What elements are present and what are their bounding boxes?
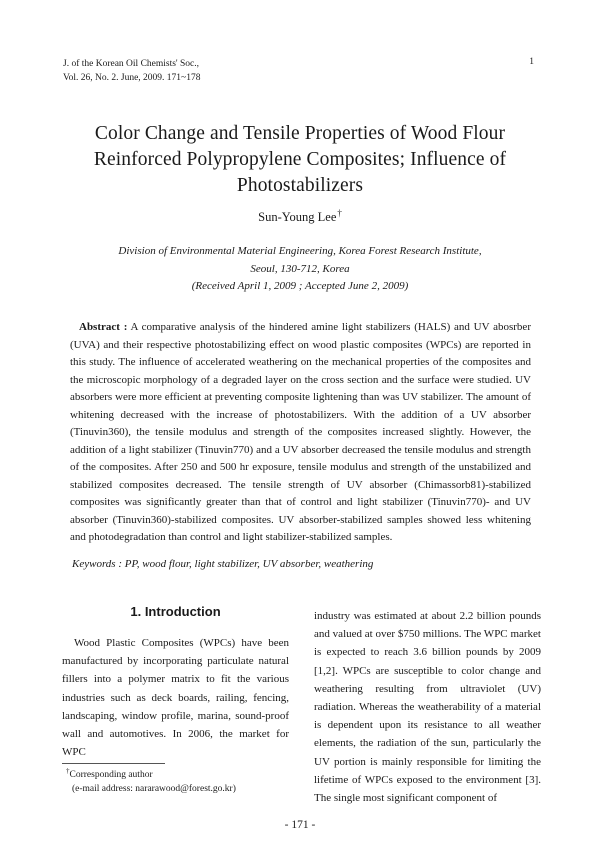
paper-title: Color Change and Tensile Properties of Wood Flour Reinforced Polypropylene Composites; Influence of Photostabilizers (93, 123, 507, 196)
footnote-dagger-mark: † (66, 767, 70, 775)
abstract-label: Abstract : (79, 321, 128, 333)
footnote-line2: (e-mail address: nararawood@forest.go.kr) (72, 784, 236, 794)
header-page-number: 1 (529, 57, 534, 67)
section-heading-introduction: 1. Introduction (130, 604, 221, 619)
affiliation-line2: Seoul, 130-712, Korea (250, 262, 350, 275)
intro-right-column: industry was estimated at about 2.2 billion pounds and valued at over $750 millions. The WPC market is expected to reach 3.6 billion pounds by 2009 [1,2]. WPCs are susceptible to color change and weathering resulting from ultraviolet (UV) radiation. Whereas the weatherability of a material is dependent upon its resistance to all weather elements, the radiation of the sun, particularly the UV portion is mainly responsible for limiting the lifetime of WPCs exposed to the environment [3]. The single most significant component of (314, 610, 541, 805)
affiliation-line1: Division of Environmental Material Engineering, Korea Forest Research Institute, (118, 245, 482, 257)
journal-citation-line2: Vol. 26, No. 2. June, 2009. 171~178 (63, 73, 201, 83)
affiliation-block (60, 243, 540, 296)
intro-left-column: Wood Plastic Composites (WPCs) have been manufactured by incorporating particulate natural fillers into a polymer matrix to fit the various industries such as deck boards, railing, fencing, landscaping, window profile, marina, sound-proof wall and automotives. In 2006, the market for WPC (62, 637, 289, 759)
abstract-text: A comparative analysis of the hindered amine light stabilizers (HALS) and UV abosrber (UVA) and their respective photostabilizing effect on wood plastic composites (WPCs) are reported in this study. The influence of accelerated weathering on the mechanical properties of the composites and the microscopic morphology of a degraded layer on the cross section and the surface were studied. UV absorbers were more efficient at preventing composite lightening than was UV stabilizer. The amount of whitening decreased with the increase of photostabilizers. With the addition of a UV absorber (Tinuvin360), the tensile modulus and strength of the composites increased slightly. However, the addition of a light stabilizer (Tinuvin770) and a UV absorber decreased the tensile modulus and strength of the composites. After 250 and 500 hr exposure, tensile modulus and strength of the unstabilized and stabilized composites decreased. The tensile strength of UV absorber (Chimassorb81)-stabilized composites was significantly greater than that of control and light stabilizer (Tinuvin770)- and UV absorber (Tinuvin360)-stabilized composites. UV absorber-stabilized samples showed less whitening and photodegradation than control and light stabilizer-stabilized samples. (70, 321, 531, 543)
running-header (63, 57, 200, 85)
journal-citation-line1: J. of the Korean Oil Chemists' Soc., (63, 59, 200, 69)
received-accepted-dates: (Received April 1, 2009 ; Accepted June 2, 2009) (191, 280, 409, 292)
footnote-block (66, 764, 236, 796)
abstract-block (70, 319, 531, 547)
footer-page-number: - 171 - (284, 819, 316, 831)
footnote-line1: Corresponding author (69, 770, 153, 780)
author-line (0, 208, 600, 225)
author-name: Sun-Young Lee (258, 210, 337, 224)
author-dagger-mark: † (337, 208, 342, 218)
keywords-line: Keywords : PP, wood flour, light stabilizer, UV absorber, weathering (72, 558, 374, 570)
